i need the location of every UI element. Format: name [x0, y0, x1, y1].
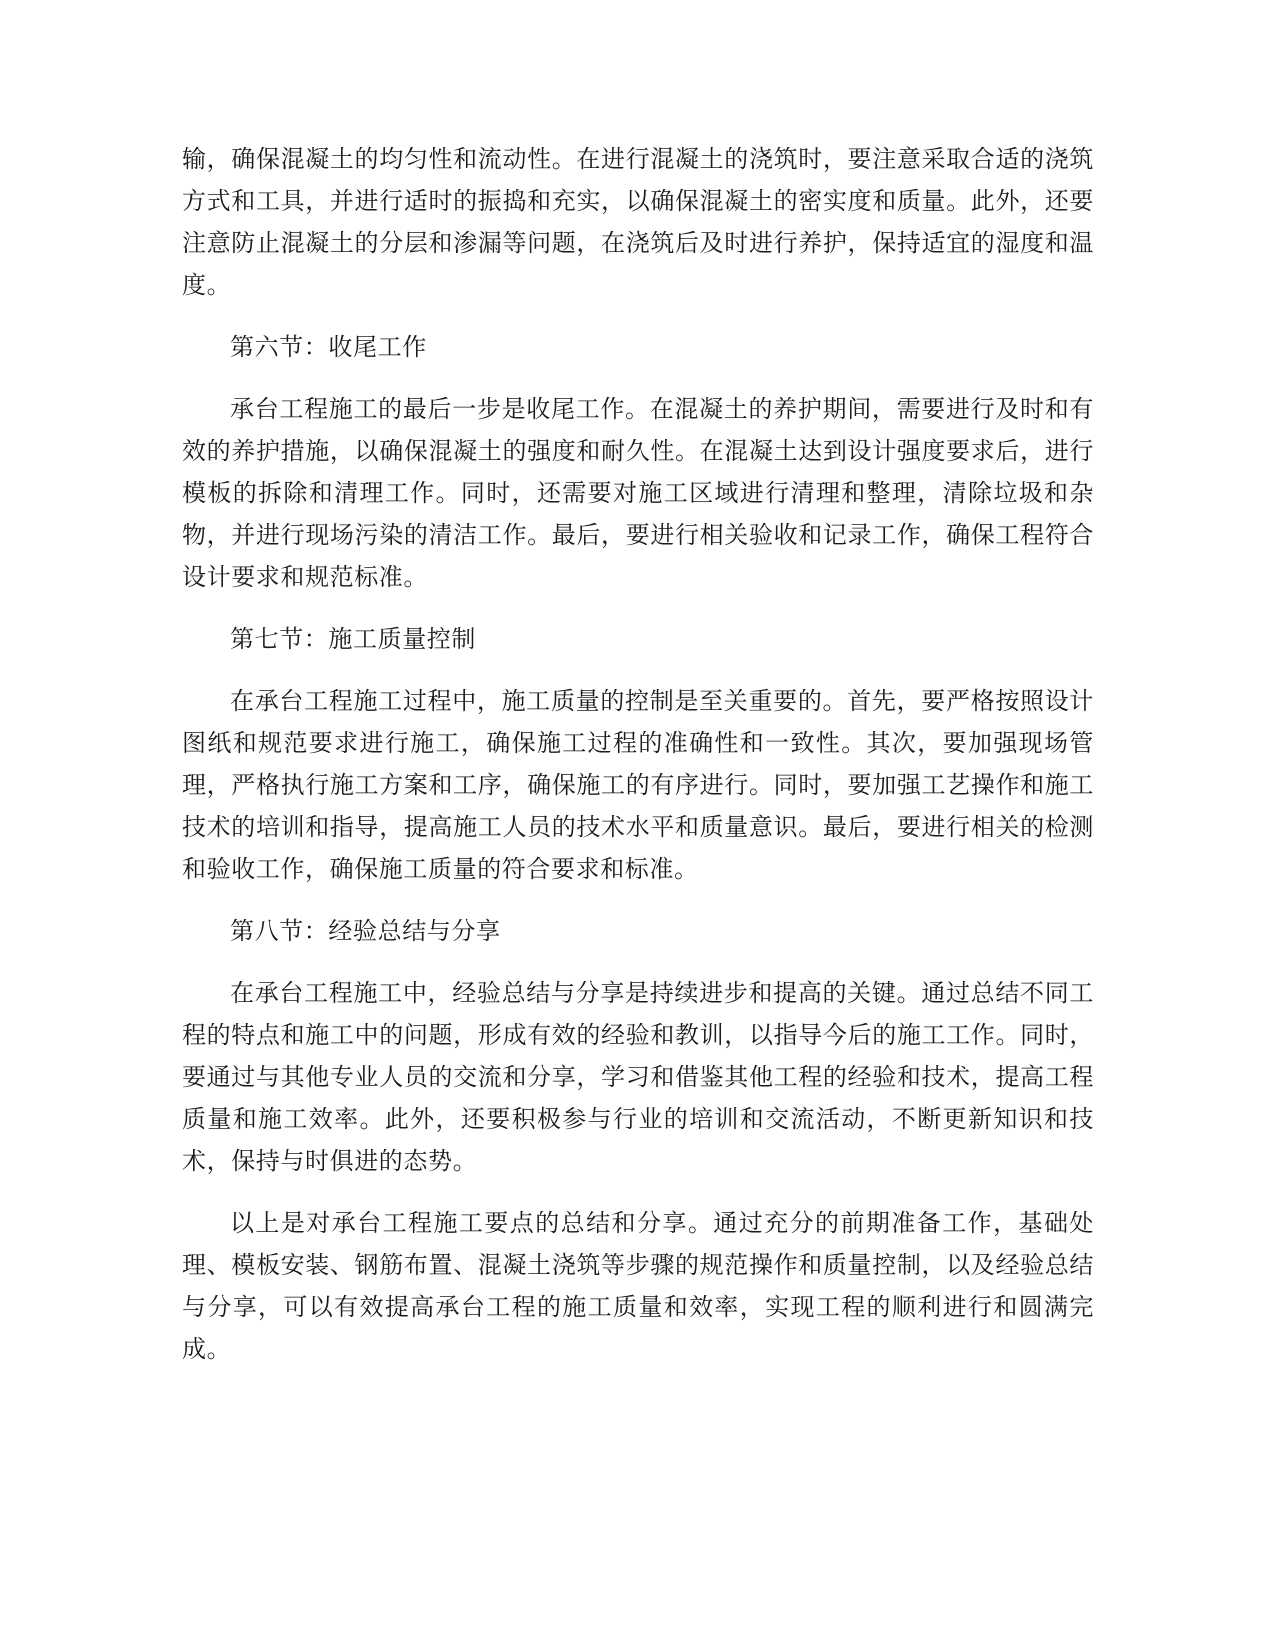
paragraph-continued: 输，确保混凝土的均匀性和流动性。在进行混凝土的浇筑时，要注意采取合适的浇筑方式和工具，并进行适时的振捣和充实，以确保混凝土的密实度和质量。此外，还要注意防止混凝土的分层和渗漏等问题，在浇筑后及时进行养护，保持适宜的湿度和温度。 — [182, 145, 1094, 299]
section-8-paragraph: 在承台工程施工中，经验总结与分享是持续进步和提高的关键。通过总结不同工程的特点和施工中的问题，形成有效的经验和教训，以指导今后的施工工作。同时，要通过与其他专业人员的交流和分享，学习和借鉴其他工程的经验和技术，提高工程质量和施工效率。此外，还要积极参与行业的培训和交流活动，不断更新知识和技术，保持与时俱进的态势。 — [182, 979, 1094, 1175]
section-7-paragraph: 在承台工程施工过程中，施工质量的控制是至关重要的。首先，要严格按照设计图纸和规范要求进行施工，确保施工过程的准确性和一致性。其次，要加强现场管理，严格执行施工方案和工序，确保施工的有序进行。同时，要加强工艺操作和施工技术的培训和指导，提高施工人员的技术水平和质量意识。最后，要进行相关的检测和验收工作，确保施工质量的符合要求和标准。 — [182, 687, 1094, 883]
document-body — [182, 138, 1094, 1390]
section-7-heading: 第七节：施工质量控制 — [230, 625, 476, 653]
section-6-heading: 第六节：收尾工作 — [230, 333, 427, 361]
conclusion-paragraph: 以上是对承台工程施工要点的总结和分享。通过充分的前期准备工作，基础处理、模板安装、钢筋布置、混凝土浇筑等步骤的规范操作和质量控制，以及经验总结与分享，可以有效提高承台工程的施工质量和效率，实现工程的顺利进行和圆满完成。 — [182, 1209, 1094, 1363]
section-6-paragraph: 承台工程施工的最后一步是收尾工作。在混凝土的养护期间，需要进行及时和有效的养护措施，以确保混凝土的强度和耐久性。在混凝土达到设计强度要求后，进行模板的拆除和清理工作。同时，还需要对施工区域进行清理和整理，清除垃圾和杂物，并进行现场污染的清洁工作。最后，要进行相关验收和记录工作，确保工程符合设计要求和规范标准。 — [182, 395, 1094, 591]
section-8-heading: 第八节：经验总结与分享 — [230, 917, 501, 945]
